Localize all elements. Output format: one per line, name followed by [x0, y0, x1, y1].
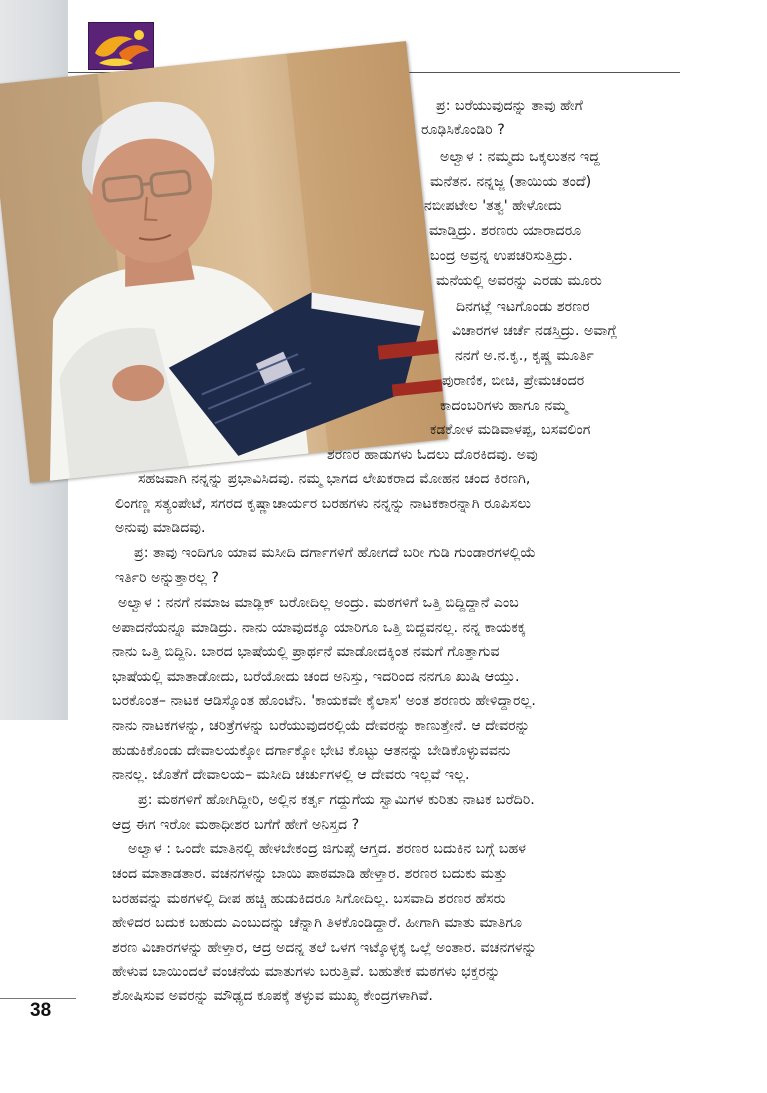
article-line: ಹೇಳಿದರ ಬದುಕ ಬಹುದು ಎಂಬುದನ್ನು ಚೆನ್ನಾಗಿ ತಿಳಕೊಂಡಿದ್ದಾರೆ. ಹೀಗಾಗಿ ಮಾತು ಮಾತಿಗೂ [112, 915, 523, 931]
article-line: ಮನೆಯಲ್ಲಿ ಅವರನ್ನು ಎರಡು ಮೂರು [436, 273, 602, 289]
article-line: ಆದ್ರ ಈಗ ಇರೋ ಮಠಾಧೀಶರ ಬಗೆಗೆ ಹೇಗೆ ಅನಿಸ್ತದ ? [112, 817, 360, 833]
article-line: ರೂಢಿಸಿಕೊಂಡಿರಿ ? [421, 122, 505, 138]
article-line: ಸಹಜವಾಗಿ ನನ್ನನ್ನು ಪ್ರಭಾವಿಸಿದವು. ನಮ್ಮ ಭಾಗದ ಲೇಖಕರಾದ ಮೋಹನ ಚಂದ ಕಿರಣಗಿ, [138, 471, 531, 487]
article-line: ಬಂದ್ರ ಅವ್ರನ್ನ ಉಪಚರಿಸುತ್ತಿದ್ರು. [430, 248, 573, 264]
article-line: ಬರಹವನ್ನು ಮಠಗಳಲ್ಲಿ ದೀಪ ಹಚ್ಚಿ ಹುಡುಕಿದರೂ ಸಿಗೋದಿಲ್ಲ. ಬಸವಾದಿ ಶರಣರ ಹೆಸರು [112, 891, 506, 907]
article-line: ಮಾಡ್ತಿದ್ರು. ಶರಣರು ಯಾರಾದರೂ [429, 223, 582, 239]
article-line: ಅಲ್ವಾಳ : ಒಂದೇ ಮಾತಿನಲ್ಲಿ ಹೇಳಬೇಕಂದ್ರ ಜಿಗುಪ್ಸೆ ಆಗ್ತದ. ಶರಣರ ಬದುಕಿನ ಬಗ್ಗೆ ಬಹಳ [128, 841, 527, 857]
article-line: ನನಗೆ ಅ.ನ.ಕೃ., ಕೃಷ್ಣ ಮೂರ್ತಿ [455, 348, 594, 364]
article-line: ಅಲ್ವಾಳ : ನನಗೆ ನಮಾಜ ಮಾಡ್ಲಿಕ್ ಬರೋದಿಲ್ಲ ಅಂದ್ರು. ಮಠಗಳಿಗೆ ಒತ್ತಿ ಬಿದ್ದಿದ್ದಾನೆ ಎಂಬ [118, 595, 519, 611]
article-line: ಬರಕೊಂತ– ನಾಟಕ ಆಡಿಸ್ಕೊಂತ ಹೊಂಟೆನಿ. 'ಕಾಯಕವೇ ಕೈಲಾಸ' ಅಂತ ಶರಣರು ಹೇಳಿದ್ದಾರಲ್ಲ. [112, 693, 536, 709]
article-line: ಪ್ರ: ಬರೆಯುವುದನ್ನು ತಾವು ಹೇಗೆ [436, 98, 583, 114]
article-line: ನಾನು ಒತ್ತಿ ಬಿದ್ದಿನಿ. ಬಾರದ ಭಾಷೆಯಲ್ಲಿ ಪ್ರಾರ್ಥನೆ ಮಾಡೋದಕ್ಕಿಂತ ನಮಗೆ ಗೊತ್ತಾಗುವ [112, 644, 500, 660]
article-line: ಅನುವು ಮಾಡಿದವು. [115, 520, 206, 536]
page-number: 38 [30, 1000, 52, 1021]
article-line: ಶರಣ ವಿಚಾರಗಳನ್ನು ಹೇಳ್ತಾರ, ಆದ್ರ ಅದನ್ನ ತಲೆ ಒಳಗ ಇಟ್ಕೊಳ್ಳಕ್ಕ ಒಲ್ಲೆ ಅಂತಾರ. ವಚನಗಳನ್ನು [112, 940, 537, 956]
article-line: ಕಾದಂಬರಿಗಳು ಹಾಗೂ ನಮ್ಮ [440, 398, 568, 414]
article-line: ಹೇಳುವ ಬಾಯಿಂದಲೆ ವಂಚನೆಯ ಮಾತುಗಳು ಬರುತ್ತಿವೆ. ಬಹುತೇಕ ಮಠಗಳು ಭಕ್ತರನ್ನು [112, 964, 501, 980]
article-line: ಇರ್ತಿರಿ ಅನ್ನುತ್ತಾರಲ್ಲ ? [115, 570, 219, 586]
article-line: ವಿಚಾರಗಳ ಚರ್ಚೆ ನಡಸ್ತಿದ್ರು. ಅವಾಗ್ಲೆ [452, 323, 618, 339]
article-line: ಶರಣರ ಹಾಡುಗಳು ಓದಲು ದೊರಕಿದವು. ಅವು [327, 447, 538, 463]
footer-rule [0, 998, 76, 999]
article-line: ಕಡಕೋಳ ಮಡಿವಾಳಪ್ಪ, ಬಸವಲಿಂಗ [430, 422, 591, 438]
article-line: ನಾನು ನಾಟಕಗಳನ್ನು, ಚರಿತ್ರೆಗಳನ್ನು ಬರೆಯುವುದರಲ್ಲಿಯೆ ದೇವರನ್ನು ಕಾಣುತ್ತೇನೆ. ಆ ದೇವರನ್ನು [112, 718, 530, 734]
article-line: ಶೋಷಿಸುವ ಅವರನ್ನು ಮೌಢ್ಯದ ಕೂಪಕ್ಕೆ ತಳ್ಳುವ ಮುಖ್ಯ ಕೇಂದ್ರಗಳಾಗಿವೆ. [112, 988, 433, 1004]
article-line: ಪ್ರ: ಮಠಗಳಿಗೆ ಹೋಗಿದ್ದೀರಿ, ಅಲ್ಲಿನ ಕರ್ತೃ ಗದ್ದುಗೆಯ ಸ್ವಾಮಿಗಳ ಕುರಿತು ನಾಟಕ ಬರೆದಿರಿ. [138, 792, 535, 808]
article-line: ಹುಡುಕಿಕೊಂಡು ದೇವಾಲಯಕ್ಕೋ ದರ್ಗಾಕ್ಕೋ ಭೇಟಿ ಕೊಟ್ಟು ಆತನನ್ನು ಬೇಡಿಕೊಳ್ಳುವವನು [112, 743, 511, 759]
article-line: ಚಂದ ಮಾತಾಡತಾರ. ವಚನಗಳನ್ನು ಬಾಯಿ ಪಾಠಮಾಡಿ ಹೇಳ್ತಾರ. ಶರಣರ ಬದುಕು ಮತ್ತು [112, 866, 508, 882]
article-line: ಅಲ್ವಾಳ : ನಮ್ಮದು ಒಕ್ಕಲುತನ ಇದ್ದ [440, 149, 600, 165]
article-line: ಪುರಾಣಿಕ, ಬೀಚಿ, ಪ್ರೇಮಚಂದರ [442, 373, 585, 389]
article-line: ಲಿಂಗಣ್ಣ ಸತ್ಯಂಪೇಟೆ, ಸಗರದ ಕೃಷ್ಣಾಚಾರ್ಯರ ಬರಹಗಳು ನನ್ನನ್ನು ನಾಟಕಕಾರನ್ನಾಗಿ ರೂಪಿಸಲು [115, 496, 532, 512]
article-line: ಭಾಷೆಯಲ್ಲಿ ಮಾತಾಡೋದು, ಬರೆಯೋದು ಚಂದ ಅನಿಸ್ತು, ಇದರಿಂದ ನನಗೂ ಖುಷಿ ಆಯ್ತು. [112, 669, 520, 685]
article-line: ನಾನಲ್ಲ. ಜೊತೆಗೆ ದೇವಾಲಯ– ಮಸೀದಿ ಚರ್ಚುಗಳಲ್ಲಿ ಆ ದೇವರು ಇಲ್ಲವೆ ಇಲ್ಲ. [112, 767, 470, 783]
article-line: ಅಪಾದನೆಯನ್ನೂ ಮಾಡಿದ್ರು. ನಾನು ಯಾವುದಕ್ಕೂ ಯಾರಿಗೂ ಒತ್ತಿ ಬಿದ್ದವನಲ್ಲ. ನನ್ನ ಕಾಯಕಕ್ಕ [112, 620, 526, 636]
article-line: ಪ್ರ: ತಾವು ಇಂದಿಗೂ ಯಾವ ಮಸೀದಿ ದರ್ಗಾಗಳಿಗೆ ಹೋಗದೆ ಬರೀ ಗುಡಿ ಗುಂಡಾರಗಳಲ್ಲಿಯೆ [134, 545, 537, 561]
article-line: ದಿನಗಟ್ಲೆ ಇಟಗೊಂಡು ಶರಣರ [456, 299, 590, 315]
article-line: ಮನೆತನ. ನನ್ನಜ್ಜ (ತಾಯಿಯ ತಂದೆ) [430, 174, 592, 190]
article-line: ನಬೀಪಟೇಲ 'ತತ್ವ' ಹೇಳೋದು [424, 198, 562, 214]
